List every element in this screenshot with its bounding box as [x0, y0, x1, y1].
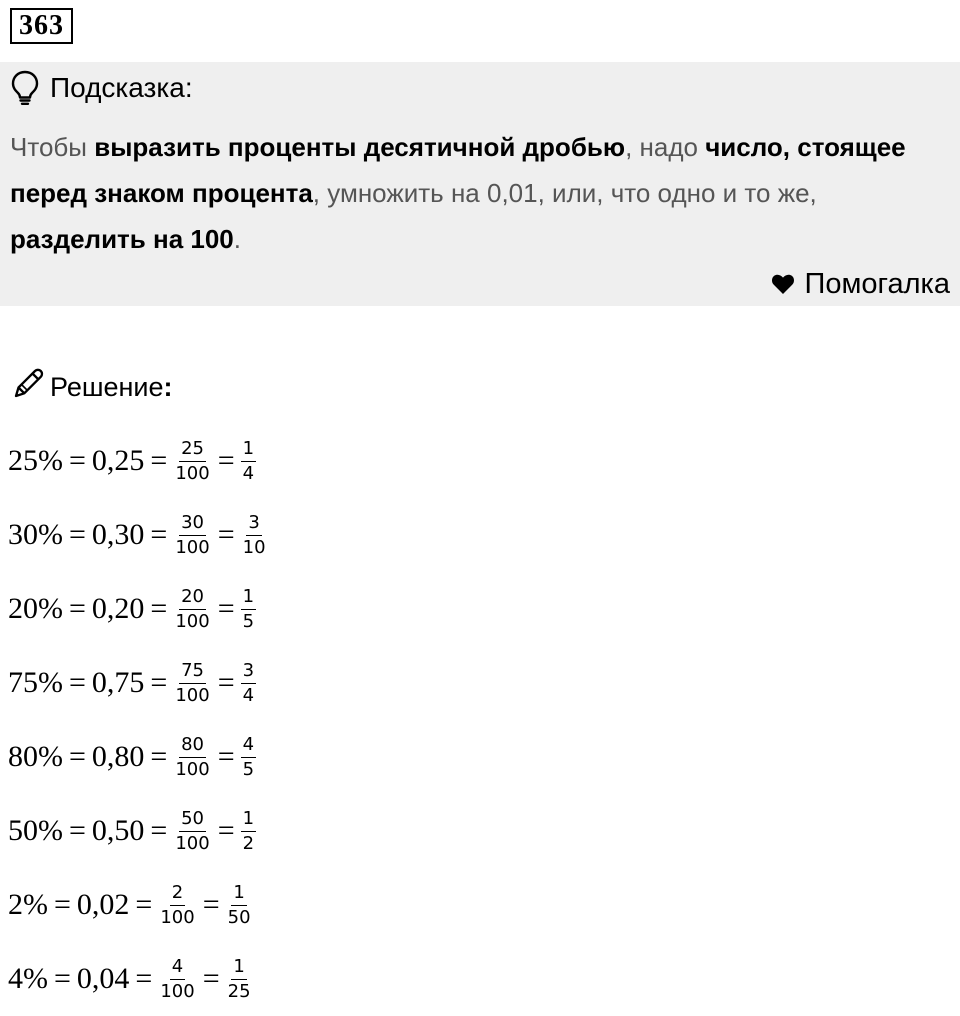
fraction-denominator: 100 [160, 980, 195, 1002]
hint-box [0, 62, 960, 306]
equation-row [8, 646, 268, 720]
solution-header [10, 366, 173, 407]
equals-sign: = [150, 740, 168, 773]
fraction-numerator: 1 [241, 437, 256, 462]
equals-sign: = [150, 592, 168, 625]
equals-sign: = [217, 444, 235, 477]
fraction-denominator: 2 [242, 832, 255, 854]
fraction [173, 511, 211, 560]
lightbulb-icon [10, 70, 40, 106]
fraction [158, 881, 196, 930]
hint-text-regular: , надо [625, 132, 706, 162]
fraction-numerator: 2 [170, 881, 185, 906]
equals-sign: = [54, 888, 71, 921]
fraction-numerator: 1 [231, 955, 246, 980]
equation-row [8, 572, 268, 646]
solution-title: Решение: [50, 371, 173, 402]
equals-sign: = [69, 666, 86, 699]
fraction [241, 807, 256, 856]
equals-sign: = [69, 592, 86, 625]
fraction-denominator: 50 [227, 906, 251, 928]
fraction-numerator: 1 [241, 807, 256, 832]
fraction [158, 955, 196, 1004]
decimal-value: 0,25 [91, 444, 145, 477]
hint-text-bold: разделить на 100 [10, 224, 234, 254]
hint-title: Подсказка: [50, 72, 193, 103]
decimal-value: 0,80 [91, 740, 145, 773]
equals-sign: = [54, 962, 71, 995]
equals-sign: = [217, 592, 235, 625]
fraction-denominator: 100 [175, 758, 210, 780]
task-number: 363 [10, 8, 73, 44]
hint-text-regular: . [233, 224, 241, 254]
brand-name: Помогалка [804, 268, 950, 300]
fraction [226, 881, 253, 930]
fraction-numerator: 25 [179, 437, 206, 462]
fraction [173, 733, 211, 782]
equals-sign: = [217, 814, 235, 847]
fraction-numerator: 50 [179, 807, 206, 832]
equation-row [8, 868, 268, 942]
fraction-denominator: 10 [242, 536, 266, 558]
fraction [241, 585, 256, 634]
decimal-value: 0,04 [76, 962, 130, 995]
decimal-value: 0,30 [91, 518, 145, 551]
hint-text [10, 124, 950, 262]
fraction-numerator: 4 [170, 955, 185, 980]
hint-text-regular: , умножить на 0,01, или, что одно и то же, [312, 178, 817, 208]
hint-text-bold: число, стоящее перед знаком процента [10, 132, 906, 208]
fraction-numerator: 1 [231, 881, 246, 906]
percent-value: 2% [8, 888, 48, 921]
fraction-denominator: 100 [175, 610, 210, 632]
percent-value: 4% [8, 962, 48, 995]
percent-value: 75% [8, 666, 63, 699]
equals-sign: = [69, 518, 86, 551]
equals-sign: = [69, 444, 86, 477]
brand [771, 266, 950, 302]
pencil-icon [10, 366, 46, 407]
equals-sign: = [135, 888, 153, 921]
fraction [173, 659, 211, 708]
equals-sign: = [202, 888, 220, 921]
equals-sign: = [150, 444, 168, 477]
equation-row [8, 498, 268, 572]
equation-row [8, 942, 268, 1016]
fraction-denominator: 4 [242, 462, 255, 484]
fraction [241, 659, 256, 708]
fraction-numerator: 20 [179, 585, 206, 610]
decimal-value: 0,20 [91, 592, 145, 625]
fraction-numerator: 30 [179, 511, 206, 536]
percent-value: 20% [8, 592, 63, 625]
fraction-denominator: 5 [242, 610, 255, 632]
equals-sign: = [217, 740, 235, 773]
heart-icon [771, 273, 795, 295]
fraction-denominator: 5 [242, 758, 255, 780]
hint-text-bold: выразить проценты десятичной дробью [94, 132, 626, 162]
equals-sign: = [69, 740, 86, 773]
equals-sign: = [202, 962, 220, 995]
decimal-value: 0,75 [91, 666, 145, 699]
equals-sign: = [150, 518, 168, 551]
fraction [241, 437, 256, 486]
fraction-denominator: 100 [160, 906, 195, 928]
fraction-numerator: 1 [241, 585, 256, 610]
equation-row [8, 424, 268, 498]
equals-sign: = [69, 814, 86, 847]
percent-value: 80% [8, 740, 63, 773]
hint-text-regular: Чтобы [10, 132, 95, 162]
fraction-denominator: 100 [175, 462, 210, 484]
fraction-denominator: 100 [175, 832, 210, 854]
fraction [226, 955, 253, 1004]
fraction-numerator: 4 [241, 733, 256, 758]
fraction-numerator: 75 [179, 659, 206, 684]
equation-row [8, 720, 268, 794]
fraction-denominator: 100 [175, 536, 210, 558]
decimal-value: 0,50 [91, 814, 145, 847]
fraction [173, 437, 211, 486]
fraction-numerator: 3 [246, 511, 261, 536]
decimal-value: 0,02 [76, 888, 130, 921]
equals-sign: = [217, 666, 235, 699]
percent-value: 50% [8, 814, 63, 847]
fraction [173, 585, 211, 634]
equals-sign: = [150, 666, 168, 699]
equals-sign: = [135, 962, 153, 995]
percent-value: 30% [8, 518, 63, 551]
fraction-numerator: 80 [179, 733, 206, 758]
equals-sign: = [217, 518, 235, 551]
fraction [241, 733, 256, 782]
fraction-denominator: 25 [227, 980, 251, 1002]
fraction-numerator: 3 [241, 659, 256, 684]
fraction-denominator: 100 [175, 684, 210, 706]
percent-value: 25% [8, 444, 63, 477]
fraction [241, 511, 268, 560]
fraction-denominator: 4 [242, 684, 255, 706]
equation-list [8, 424, 268, 1016]
equation-row [8, 794, 268, 868]
fraction [173, 807, 211, 856]
hint-header [10, 70, 193, 106]
equals-sign: = [150, 814, 168, 847]
